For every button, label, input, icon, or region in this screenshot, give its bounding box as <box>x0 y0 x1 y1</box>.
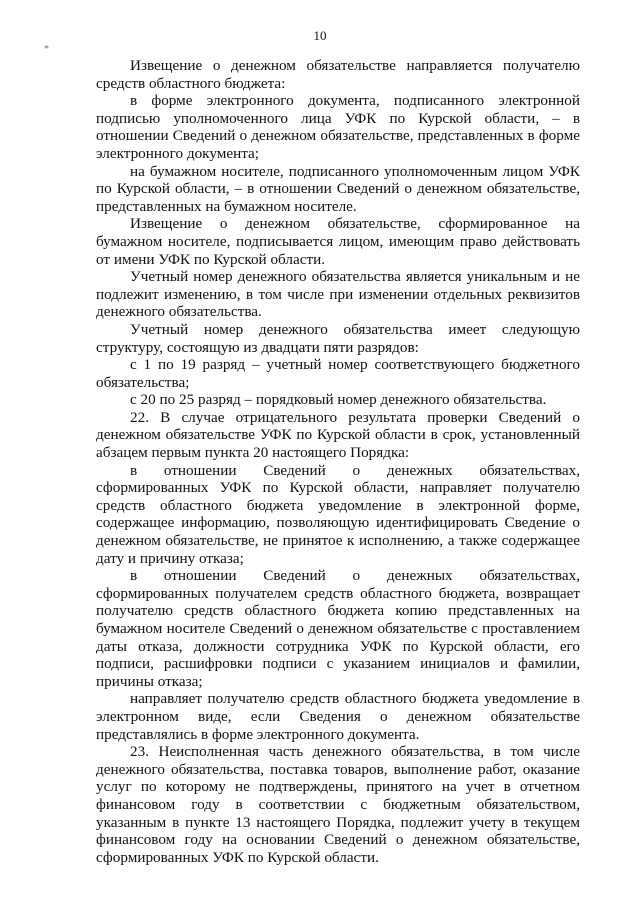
paragraph-electronic-form: в форме электронного документа, подписанного электронной подписью уполномоченного лица УФК по Курской области, – в отношении Сведений о денежном обязательстве, представленных в форме электронного документа; <box>96 92 580 162</box>
paragraph-notice-sent-to: Извещение о денежном обязательстве направляется получателю средств областного бюджета: <box>96 57 580 92</box>
paragraph-paper-form: на бумажном носителе, подписанного уполномоченным лицом УФК по Курской области, – в отношении Сведений о денежном обязательстве, представленных на бумажном носителе. <box>96 162 580 215</box>
paragraph-digits-20-25: с 20 по 25 разряд – порядковый номер денежного обязательства. <box>130 391 547 409</box>
paragraph-digits-1-19: с 1 по 19 разряд – учетный номер соответствующего бюджетного обязательства; <box>96 356 580 391</box>
paragraph-paper-signature: Извещение о денежном обязательстве, сформированное на бумажном носителе, подписывается лицом, имеющим право действовать от имени УФК по Курской области. <box>96 215 580 268</box>
scan-edge-mark: * <box>44 44 49 55</box>
paragraph-item-23: 23. Неисполненная часть денежного обязательства, в том числе денежного обязательства, поставка товаров, выполнение работ, оказание услуг по которому не подтверждены, принятого на учет в отчетном финансовом году в соответствии с бюджетным обязательством, указанным в пункте 13 настоящего Порядка, подлежит учету в текущем финансовом году на основании Сведений о денежном обязательстве, сформированных УФК по Курской области. <box>96 743 580 866</box>
document-body <box>96 57 580 866</box>
paragraph-recipient-formed: в отношении Сведений о денежных обязательствах, сформированных получателем средств областного бюджета, возвращает получателю средств областного бюджета копию представленных на бумажном носителе Сведений о денежном обязательстве с проставлением даты отказа, должности сотрудника УФК по Курской области, его подписи, расшифровки подписи с указанием инициалов и фамилии, причины отказа; <box>96 567 580 690</box>
paragraph-item-22: 22. В случае отрицательного результата проверки Сведений о денежном обязательстве УФК по Курской области в срок, установленный абзацем первым пункта 20 настоящего Порядка: <box>96 408 580 462</box>
page-number: 10 <box>313 28 327 43</box>
paragraph-accounting-number-structure: Учетный номер денежного обязательства имеет следующую структуру, состоящую из двадцати пяти разрядов: <box>96 320 580 356</box>
paragraph-accounting-number-unique: Учетный номер денежного обязательства является уникальным и не подлежит изменению, в том числе при изменении отдельных реквизитов денежного обязательства. <box>96 268 580 321</box>
paragraph-electronic-notice: направляет получателю средств областного бюджета уведомление в электронном виде, если Сведения о денежном обязательстве представлялись в форме электронного документа. <box>96 690 580 743</box>
paragraph-ufk-formed: в отношении Сведений о денежных обязательствах, сформированных УФК по Курской области, направляет получателю средств областного бюджета уведомление в электронной форме, содержащее информацию, позволяющую идентифицировать Сведение о денежном обязательстве, не принятое к исполнению, а также содержащее дату и причину отказа; <box>96 461 580 567</box>
